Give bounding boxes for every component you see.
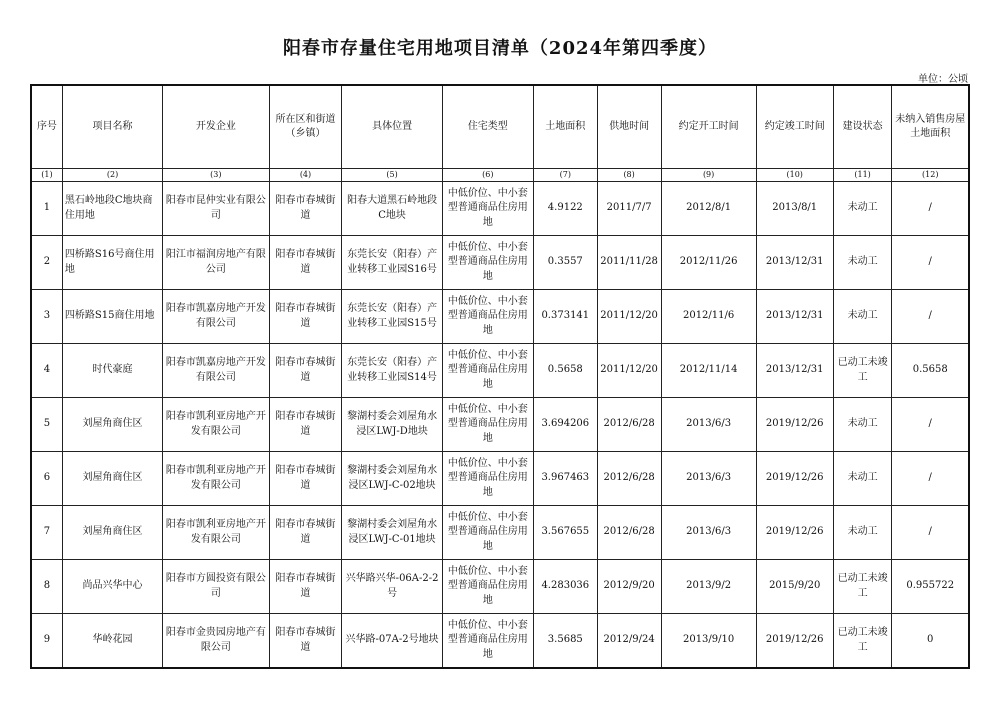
table-cell: 阳春市春城街道 <box>269 452 342 506</box>
table-row <box>31 452 969 506</box>
column-header: 土地面积 <box>533 85 597 169</box>
table-cell: 未动工 <box>833 182 892 236</box>
column-header: 住宅类型 <box>442 85 533 169</box>
table-cell: 1 <box>31 182 62 236</box>
table-cell: 3.694206 <box>533 398 597 452</box>
table-cell: 2012/11/26 <box>661 236 756 290</box>
table-cell: 2013/9/2 <box>661 560 756 614</box>
column-index: (7) <box>533 169 597 182</box>
table-cell: 2013/8/1 <box>756 182 833 236</box>
table-cell: 0.3557 <box>533 236 597 290</box>
table-cell: 阳春市春城街道 <box>269 290 342 344</box>
table-cell: 阳春市金贵园房地产有限公司 <box>163 614 269 669</box>
table-cell: 阳江市福润房地产有限公司 <box>163 236 269 290</box>
table-row <box>31 506 969 560</box>
table-cell: 2013/6/3 <box>661 398 756 452</box>
column-index: (5) <box>342 169 442 182</box>
table-cell: 2019/12/26 <box>756 506 833 560</box>
table-cell: 2019/12/26 <box>756 452 833 506</box>
table-cell: 尚品兴华中心 <box>62 560 162 614</box>
land-table <box>30 84 970 669</box>
table-cell: 2012/6/28 <box>597 398 661 452</box>
table-cell: 阳春市春城街道 <box>269 560 342 614</box>
column-header: 约定开工时间 <box>661 85 756 169</box>
table-cell: 刘屋角商住区 <box>62 506 162 560</box>
table-cell: 四桥路S16号商住用地 <box>62 236 162 290</box>
table-row <box>31 614 969 669</box>
table-cell: 7 <box>31 506 62 560</box>
table-cell: 东莞长安（阳春）产业转移工业园S16号 <box>342 236 442 290</box>
table-cell: 2012/8/1 <box>661 182 756 236</box>
table-cell: 阳春市凯嘉房地产开发有限公司 <box>163 290 269 344</box>
table-cell: 3.567655 <box>533 506 597 560</box>
table-cell: 阳春市方圆投资有限公司 <box>163 560 269 614</box>
table-cell: 2013/9/10 <box>661 614 756 669</box>
table-cell: 未动工 <box>833 452 892 506</box>
table-cell: 黎湖村委会刘屋角水浸区LWJ-C-01地块 <box>342 506 442 560</box>
table-cell: 阳春大道黑石岭地段C地块 <box>342 182 442 236</box>
table-cell: 阳春市昆仲实业有限公司 <box>163 182 269 236</box>
table-cell: 2013/12/31 <box>756 290 833 344</box>
column-index: (9) <box>661 169 756 182</box>
column-index: (4) <box>269 169 342 182</box>
table-cell: 阳春市春城街道 <box>269 506 342 560</box>
table-cell: 阳春市凯利亚房地产开发有限公司 <box>163 506 269 560</box>
table-cell: 8 <box>31 560 62 614</box>
table-cell: 4.283036 <box>533 560 597 614</box>
column-header: 具体位置 <box>342 85 442 169</box>
header-row <box>31 85 969 169</box>
table-cell: 3.5685 <box>533 614 597 669</box>
table-cell: 黑石岭地段C地块商住用地 <box>62 182 162 236</box>
table-cell: 未动工 <box>833 398 892 452</box>
table-cell: 2019/12/26 <box>756 398 833 452</box>
column-index: (6) <box>442 169 533 182</box>
table-cell: 2019/12/26 <box>756 614 833 669</box>
table-cell: 2015/9/20 <box>756 560 833 614</box>
table-cell: 2013/6/3 <box>661 452 756 506</box>
table-cell: 已动工未竣工 <box>833 560 892 614</box>
table-cell: 2012/6/28 <box>597 506 661 560</box>
column-header: 项目名称 <box>62 85 162 169</box>
table-cell: 阳春市春城街道 <box>269 614 342 669</box>
table-cell: 4.9122 <box>533 182 597 236</box>
table-row <box>31 560 969 614</box>
table-row <box>31 236 969 290</box>
table-cell: 2011/7/7 <box>597 182 661 236</box>
table-cell: 东莞长安（阳春）产业转移工业园S15号 <box>342 290 442 344</box>
table-cell: 阳春市凯利亚房地产开发有限公司 <box>163 398 269 452</box>
table-cell: 2012/11/6 <box>661 290 756 344</box>
column-index: (10) <box>756 169 833 182</box>
table-cell: / <box>892 452 969 506</box>
column-index: (2) <box>62 169 162 182</box>
table-cell: 3.967463 <box>533 452 597 506</box>
table-cell: 4 <box>31 344 62 398</box>
table-cell: 2011/12/20 <box>597 290 661 344</box>
table-cell: 6 <box>31 452 62 506</box>
table-cell: 0.373141 <box>533 290 597 344</box>
table-cell: / <box>892 182 969 236</box>
table-cell: 中低价位、中小套型普通商品住房用地 <box>442 236 533 290</box>
table-cell: 0.5658 <box>892 344 969 398</box>
table-cell: 中低价位、中小套型普通商品住房用地 <box>442 506 533 560</box>
table-cell: 9 <box>31 614 62 669</box>
table-cell: 已动工未竣工 <box>833 614 892 669</box>
table-cell: 中低价位、中小套型普通商品住房用地 <box>442 182 533 236</box>
table-cell: / <box>892 290 969 344</box>
column-index: (11) <box>833 169 892 182</box>
unit-label: 单位：公顷 <box>918 74 968 85</box>
table-cell: 0.5658 <box>533 344 597 398</box>
table-cell: 四桥路S15商住用地 <box>62 290 162 344</box>
table-cell: 东莞长安（阳春）产业转移工业园S14号 <box>342 344 442 398</box>
table-cell: 兴华路-07A-2号地块 <box>342 614 442 669</box>
table-cell: 5 <box>31 398 62 452</box>
table-cell: 中低价位、中小套型普通商品住房用地 <box>442 452 533 506</box>
table-cell: / <box>892 398 969 452</box>
index-row <box>31 169 969 182</box>
table-row <box>31 398 969 452</box>
table-cell: 阳春市凯利亚房地产开发有限公司 <box>163 452 269 506</box>
table-cell: 兴华路兴华-06A-2-2号 <box>342 560 442 614</box>
table-cell: 已动工未竣工 <box>833 344 892 398</box>
column-header: 供地时间 <box>597 85 661 169</box>
table-cell: 时代豪庭 <box>62 344 162 398</box>
column-index: (3) <box>163 169 269 182</box>
table-row <box>31 182 969 236</box>
table-cell: 2011/11/28 <box>597 236 661 290</box>
table-row <box>31 290 969 344</box>
column-header: 所在区和街道（乡镇） <box>269 85 342 169</box>
table-cell: 黎湖村委会刘屋角水浸区LWJ-C-02地块 <box>342 452 442 506</box>
table-cell: 0.955722 <box>892 560 969 614</box>
table-cell: / <box>892 236 969 290</box>
column-header: 建设状态 <box>833 85 892 169</box>
page-title: 阳春市存量住宅用地项目清单（2024年第四季度） <box>282 38 718 59</box>
table-cell: 阳春市春城街道 <box>269 344 342 398</box>
column-index: (1) <box>31 169 62 182</box>
table-row <box>31 344 969 398</box>
table-cell: 阳春市春城街道 <box>269 236 342 290</box>
table-cell: 中低价位、中小套型普通商品住房用地 <box>442 560 533 614</box>
table-cell: 2013/12/31 <box>756 236 833 290</box>
table-cell: 阳春市春城街道 <box>269 398 342 452</box>
table-cell: 中低价位、中小套型普通商品住房用地 <box>442 614 533 669</box>
table-cell: 2012/9/20 <box>597 560 661 614</box>
table-cell: 2012/11/14 <box>661 344 756 398</box>
column-header: 开发企业 <box>163 85 269 169</box>
table-cell: 2 <box>31 236 62 290</box>
table-cell: 2012/6/28 <box>597 452 661 506</box>
table-cell: 黎湖村委会刘屋角水浸区LWJ-D地块 <box>342 398 442 452</box>
table-cell: 3 <box>31 290 62 344</box>
column-index: (8) <box>597 169 661 182</box>
table-cell: 未动工 <box>833 290 892 344</box>
table-cell: 未动工 <box>833 236 892 290</box>
table-cell: 阳春市春城街道 <box>269 182 342 236</box>
table-cell: 2011/12/20 <box>597 344 661 398</box>
table-cell: / <box>892 506 969 560</box>
table-cell: 2013/12/31 <box>756 344 833 398</box>
table-cell: 2013/6/3 <box>661 506 756 560</box>
column-index: (12) <box>892 169 969 182</box>
table-cell: 中低价位、中小套型普通商品住房用地 <box>442 344 533 398</box>
table-cell: 未动工 <box>833 506 892 560</box>
column-header: 约定竣工时间 <box>756 85 833 169</box>
column-header: 未纳入销售房屋土地面积 <box>892 85 969 169</box>
table-cell: 阳春市凯嘉房地产开发有限公司 <box>163 344 269 398</box>
table-cell: 刘屋角商住区 <box>62 398 162 452</box>
table-cell: 0 <box>892 614 969 669</box>
table-cell: 华岭花园 <box>62 614 162 669</box>
table-cell: 中低价位、中小套型普通商品住房用地 <box>442 398 533 452</box>
column-header: 序号 <box>31 85 62 169</box>
table-cell: 中低价位、中小套型普通商品住房用地 <box>442 290 533 344</box>
table-cell: 2012/9/24 <box>597 614 661 669</box>
table-cell: 刘屋角商住区 <box>62 452 162 506</box>
